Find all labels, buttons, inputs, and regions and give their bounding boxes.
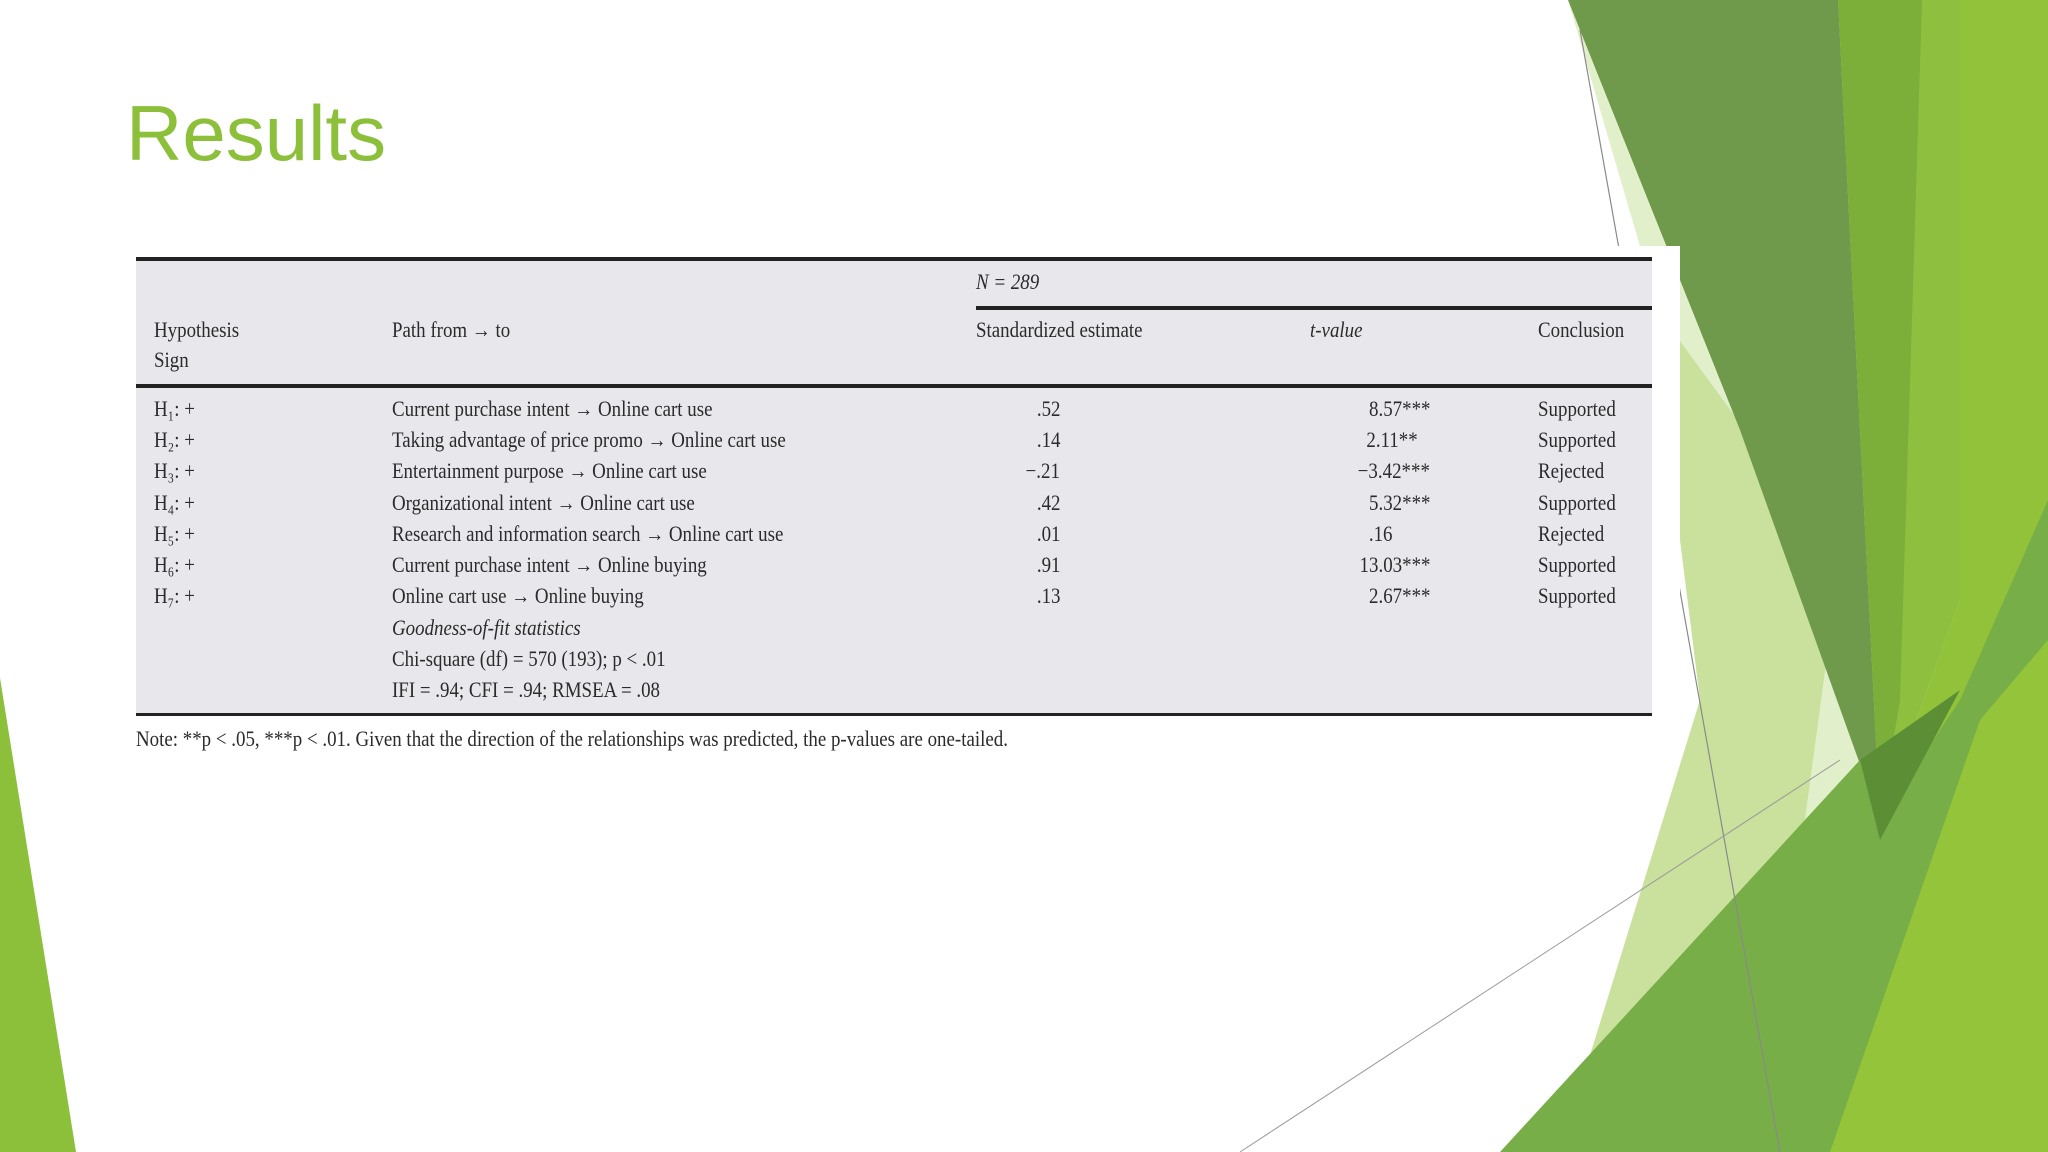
gof-indices: IFI = .94; CFI = .94; RMSEA = .08 bbox=[392, 677, 661, 702]
sample-size-label: N = 289 bbox=[976, 269, 1040, 294]
row-5-estimate: .01 bbox=[1036, 521, 1060, 546]
row-1-path: Current purchase intent → Online cart use bbox=[392, 396, 713, 421]
row-6-conclusion: Supported bbox=[1538, 552, 1616, 577]
row-4-path: Organizational intent → Online cart use bbox=[392, 490, 695, 515]
gof-chi-square: Chi-square (df) = 570 (193); p < .01 bbox=[392, 646, 666, 671]
row-4-estimate: .42 bbox=[1036, 490, 1060, 515]
row-1-estimate: .52 bbox=[1036, 396, 1060, 421]
header-estimate: Standardized estimate bbox=[976, 317, 1143, 342]
row-6-estimate: .91 bbox=[1036, 552, 1060, 577]
row-7-path: Online cart use → Online buying bbox=[392, 583, 644, 608]
row-2-estimate: .14 bbox=[1036, 427, 1060, 452]
row-4-tvalue: 5.32*** bbox=[1368, 490, 1430, 515]
row-2-path: Taking advantage of price promo → Online cart use bbox=[392, 427, 786, 452]
results-table-image bbox=[132, 246, 1680, 756]
row-3-hypothesis: H₃: + bbox=[154, 458, 195, 483]
table-bottom-rule bbox=[136, 713, 1652, 716]
row-4-conclusion: Supported bbox=[1538, 490, 1616, 515]
left-green-strip bbox=[0, 678, 76, 1152]
gof-heading: Goodness-of-fit statistics bbox=[392, 615, 581, 640]
header-sign: Sign bbox=[154, 347, 189, 372]
row-5-hypothesis: H₅: + bbox=[154, 521, 195, 546]
row-7-tvalue: 2.67*** bbox=[1368, 583, 1430, 608]
header-conclusion: Conclusion bbox=[1538, 317, 1625, 342]
row-2-conclusion: Supported bbox=[1538, 427, 1616, 452]
row-6-hypothesis: H₆: + bbox=[154, 552, 195, 577]
row-7-estimate: .13 bbox=[1036, 583, 1060, 608]
row-2-hypothesis: H₂: + bbox=[154, 427, 195, 452]
row-5-tvalue: .16 bbox=[1368, 521, 1392, 546]
row-1-hypothesis: H₁: + bbox=[154, 396, 195, 421]
row-5-path: Research and information search → Online cart use bbox=[392, 521, 784, 546]
row-4-hypothesis: H₄: + bbox=[154, 490, 195, 515]
sample-size-rule bbox=[976, 306, 1652, 310]
row-3-estimate: −.21 bbox=[1025, 458, 1060, 483]
row-3-conclusion: Rejected bbox=[1538, 458, 1605, 483]
table-note: Note: **p < .05, ***p < .01. Given that the direction of the relationships was predicted, the p-values are one-tailed. bbox=[136, 726, 1008, 751]
table-background bbox=[136, 258, 1652, 716]
row-7-hypothesis: H₇: + bbox=[154, 583, 195, 608]
header-path: Path from → to bbox=[392, 317, 511, 342]
header-tvalue: t-value bbox=[1310, 317, 1363, 342]
table-top-rule bbox=[136, 257, 1652, 261]
row-1-conclusion: Supported bbox=[1538, 396, 1616, 421]
table-header-rule bbox=[136, 384, 1652, 388]
row-5-conclusion: Rejected bbox=[1538, 521, 1605, 546]
row-7-conclusion: Supported bbox=[1538, 583, 1616, 608]
slide-title: Results bbox=[126, 89, 387, 177]
row-2-tvalue: 2.11** bbox=[1366, 427, 1418, 452]
row-6-path: Current purchase intent → Online buying bbox=[392, 552, 707, 577]
row-3-tvalue: −3.42*** bbox=[1357, 458, 1430, 483]
header-hypothesis: Hypothesis bbox=[154, 317, 240, 342]
row-1-tvalue: 8.57*** bbox=[1368, 396, 1430, 421]
row-3-path: Entertainment purpose → Online cart use bbox=[392, 458, 707, 483]
row-6-tvalue: 13.03*** bbox=[1359, 552, 1430, 577]
